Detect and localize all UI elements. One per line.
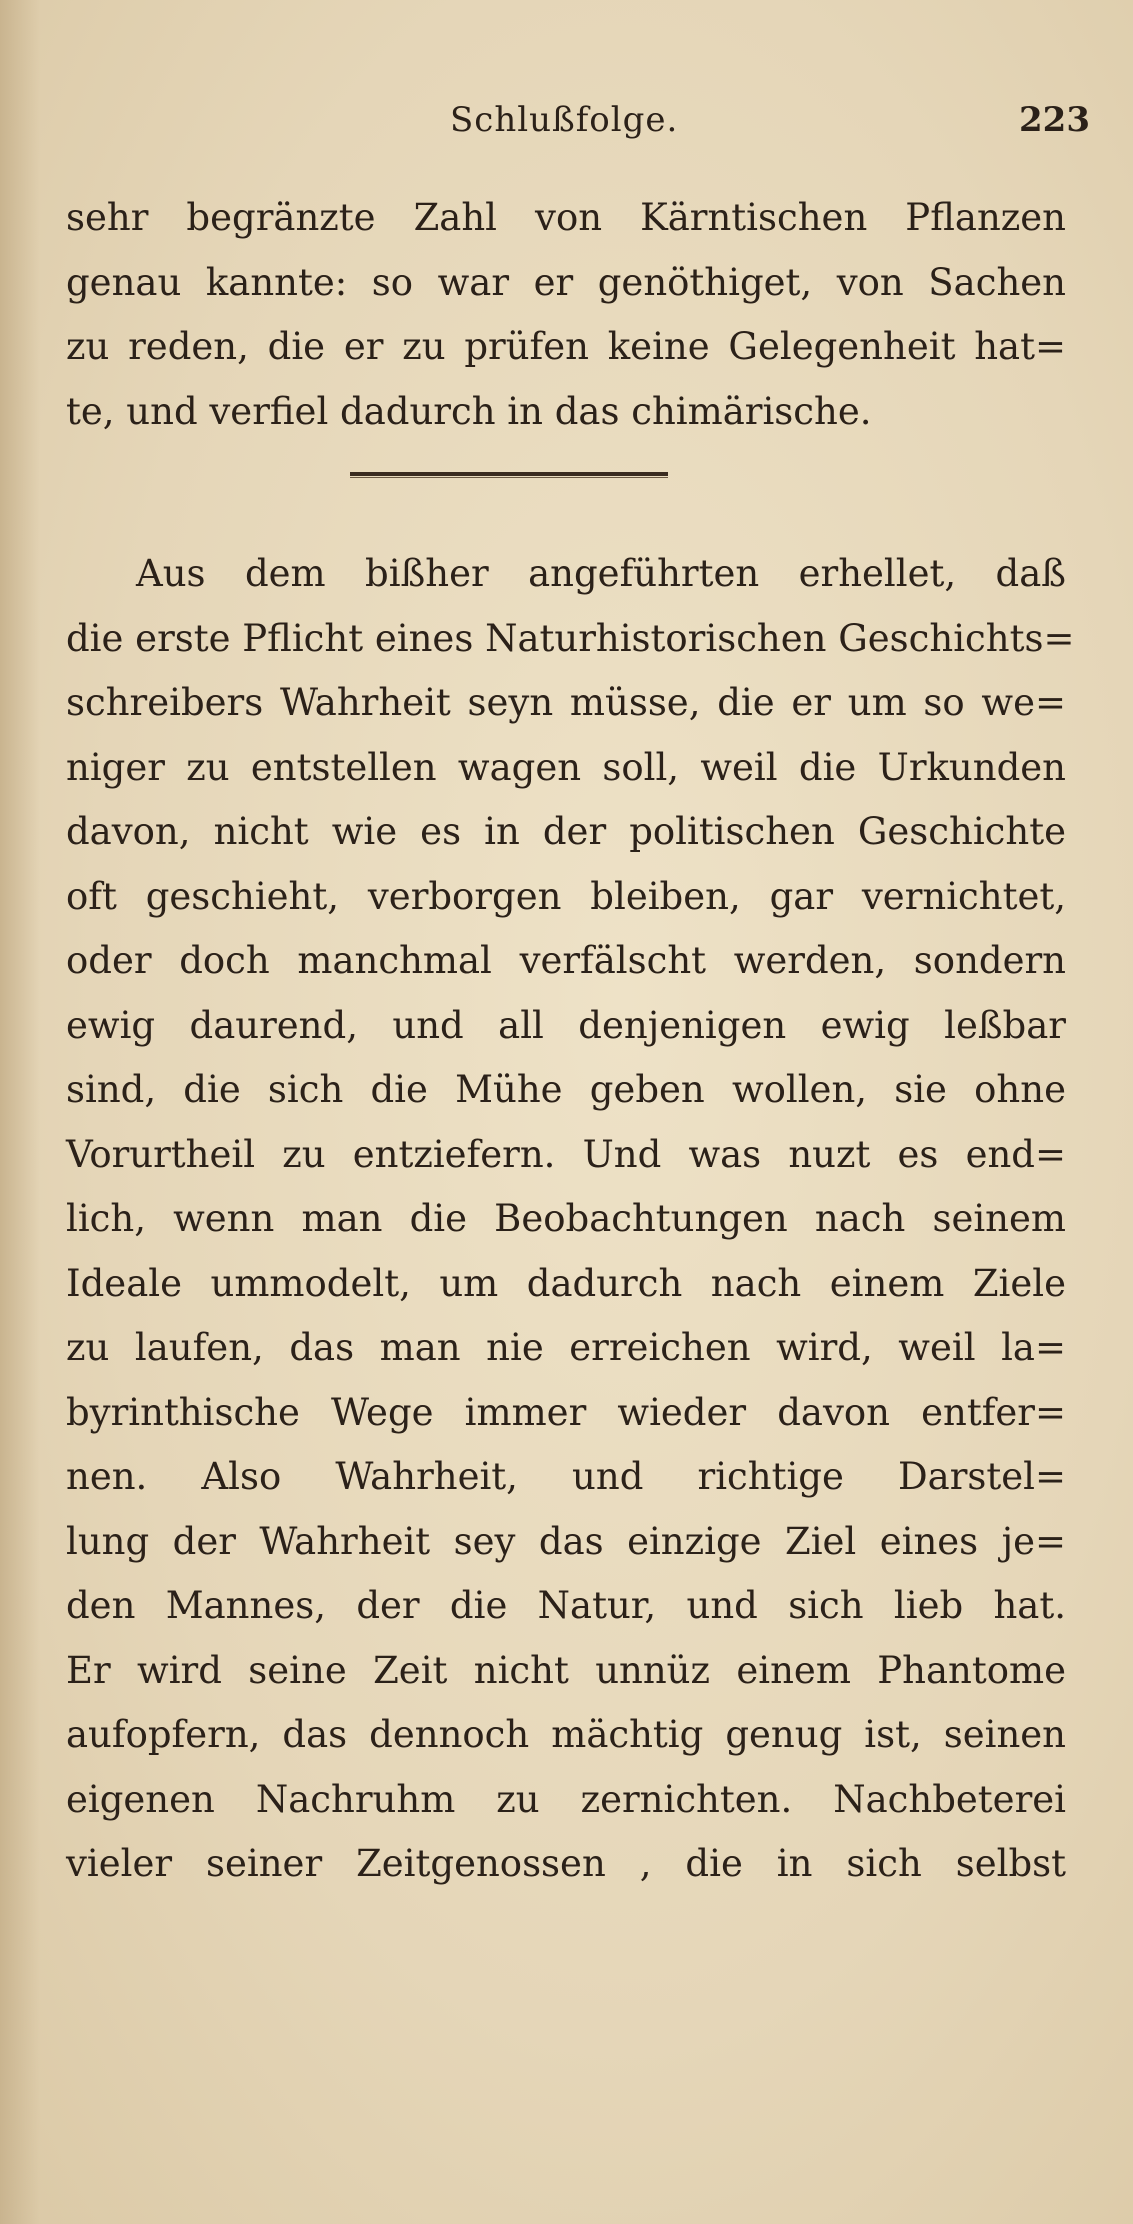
text-line: byrinthische Wege immer wieder davon entfer= xyxy=(66,1390,1066,1434)
running-title: Schlußfolge. xyxy=(450,100,679,140)
text-line: zu laufen, das man nie erreichen wird, weil la= xyxy=(66,1326,1066,1369)
text-line: eigenen Nachruhm zu zernichten. Nachbeterei xyxy=(66,1777,1066,1821)
text-line: lich, wenn man die Beobachtungen nach seinem xyxy=(66,1197,1066,1240)
text-line: die erste Pflicht eines Naturhistorischen Geschichts= xyxy=(66,616,1075,660)
paragraph-1 xyxy=(66,186,1066,444)
text-line: schreibers Wahrheit seyn müsse, die er um so we= xyxy=(66,681,1066,724)
text-line: te, und verfiel dadurch in das chimärische. xyxy=(66,389,872,433)
text-line: niger zu entstellen wagen soll, weil die Urkunden xyxy=(66,745,1066,789)
text-line: ewig daurend, und all denjenigen ewig leßbar xyxy=(66,1003,1066,1047)
text-line: vieler seiner Zeitgenossen , die in sich selbst xyxy=(66,1842,1066,1885)
gutter-shadow xyxy=(0,0,40,2224)
text-line: oft geschieht, verborgen bleiben, gar vernichtet, xyxy=(66,874,1066,918)
text-line: lung der Wahrheit sey das einzige Ziel eines je= xyxy=(66,1519,1066,1563)
text-line: sehr begränzte Zahl von Kärntischen Pflanzen xyxy=(66,196,1066,239)
section-divider xyxy=(350,472,668,476)
text-line: Aus dem bißher angeführten erhellet, daß xyxy=(136,552,1066,595)
text-line: den Mannes, der die Natur, und sich lieb hat. xyxy=(66,1584,1066,1627)
running-head xyxy=(60,96,1090,144)
text-line: Er wird seine Zeit nicht unnüz einem Phantome xyxy=(66,1648,1066,1692)
text-line: davon, nicht wie es in der politischen Geschichte xyxy=(66,810,1066,853)
text-line: nen. Also Wahrheit, und richtige Darstel= xyxy=(66,1455,1066,1498)
text-line: genau kannte: so war er genöthiget, von Sachen xyxy=(66,260,1066,304)
text-line: Ideale ummodelt, um dadurch nach einem Ziele xyxy=(66,1261,1066,1305)
paragraph-2 xyxy=(66,542,1075,1897)
text-line: aufopfern, das dennoch mächtig genug ist, seinen xyxy=(66,1713,1066,1756)
text-line: sind, die sich die Mühe geben wollen, sie ohne xyxy=(66,1068,1066,1111)
text-line: oder doch manchmal verfälscht werden, sondern xyxy=(66,939,1066,982)
text-line: Vorurtheil zu entziefern. Und was nuzt es end= xyxy=(66,1132,1066,1176)
page-number: 223 xyxy=(1019,100,1090,140)
text-line: zu reden, die er zu prüfen keine Gelegenheit hat= xyxy=(66,325,1066,368)
